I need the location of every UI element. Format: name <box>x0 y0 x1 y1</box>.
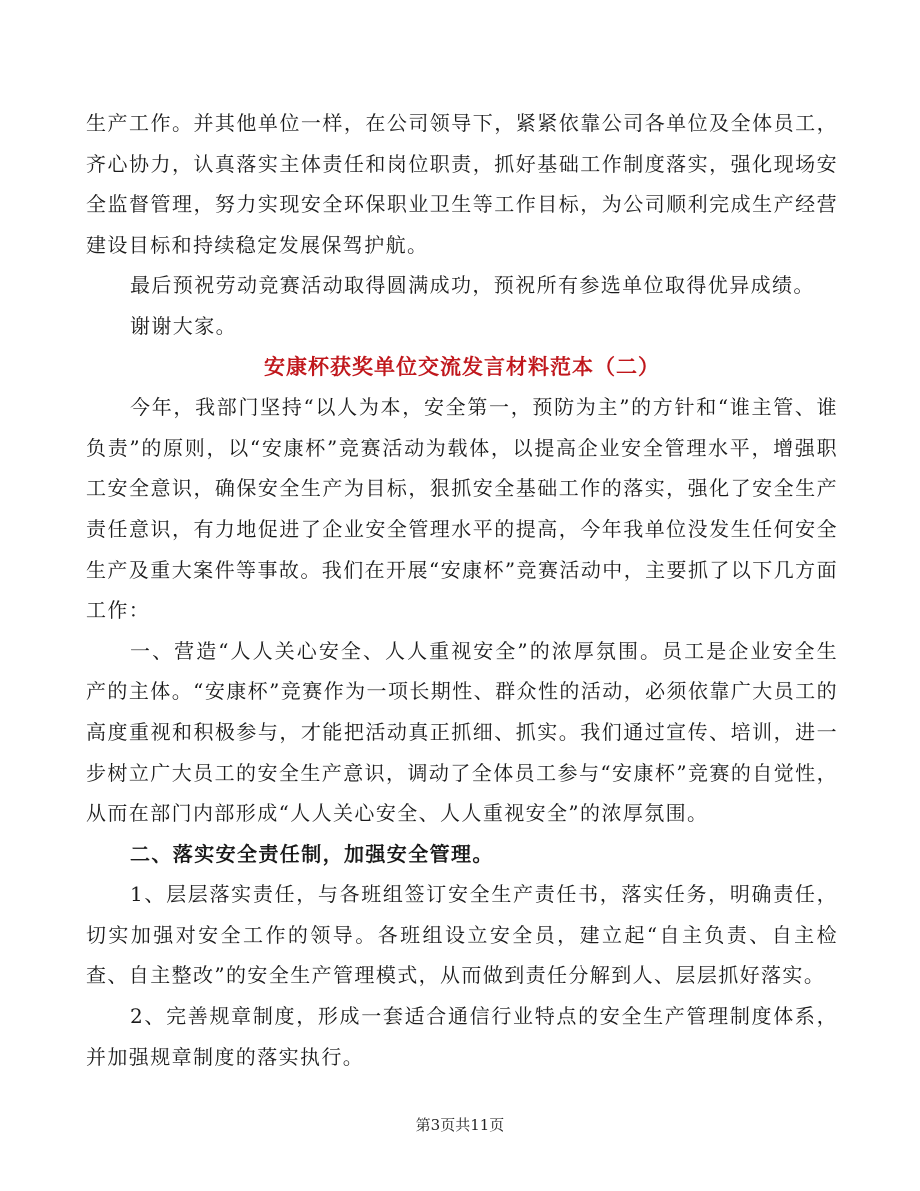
page-indicator: 第3页共11页 <box>415 1116 505 1134</box>
point-1-paragraph: 一、营造“人人关心安全、人人重视安全”的浓厚氛围。员工是企业安全生产的主体。“安康杯”竞赛作为一项长期性、群众性的活动，必须依靠广大员工的高度重视和积极参与，才能把活动真正抓细、抓实。我们通过宣传、培训，进一步树立广大员工的安全生产意识，调动了全体员工参与“安康杯”竞赛的自觉性，从而在部门内部形成“人人关心安全、人人重视安全”的浓厚氛围。 <box>86 638 838 826</box>
intro-paragraph: 生产工作。并其他单位一样，在公司领导下，紧紧依靠公司各单位及全体员工，齐心协力，认真落实主体责任和岗位职责，抓好基础工作制度落实，强化现场安全监督管理，努力实现安全环保职业卫生等工作目标，为公司顺利完成生产经营建设目标和持续稳定发展保驾护航。 <box>86 111 838 257</box>
body-paragraph-1: 今年，我部门坚持“以人为本，安全第一，预防为主”的方针和“谁主管、谁负责”的原则，以“安康杯”竞赛活动为载体，以提高企业安全管理水平，增强职工安全意识，确保安全生产为目标，狠抓安全基础工作的落实，强化了安全生产责任意识，有力地促进了企业安全管理水平的提高，今年我单位没发生任何安全生产及重大案件等事故。我们在开展“安康杯”竞赛活动中，主要抓了以下几方面工作： <box>86 395 838 623</box>
closing-wish-paragraph: 最后预祝劳动竞赛活动取得圆满成功，预祝所有参选单位取得优异成绩。 <box>130 273 815 298</box>
point-2-heading: 二、落实安全责任制，加强安全管理。 <box>130 841 494 866</box>
item-1-paragraph: 1、层层落实责任，与各班组签订安全生产责任书，落实任务，明确责任，切实加强对安全工作的领导。各班组设立安全员，建立起“自主负责、自主检查、自主整改”的安全生产管理模式，从而做到责任分解到人、层层抓好落实。 <box>86 882 838 988</box>
item-2-paragraph: 2、完善规章制度，形成一套适合通信行业特点的安全生产管理制度体系，并加强规章制度的落实执行。 <box>86 1004 838 1069</box>
section-title: 安康杯获奖单位交流发言材料范本（二） <box>264 353 660 379</box>
thanks-paragraph: 谢谢大家。 <box>130 313 237 338</box>
document-body <box>86 103 838 1077</box>
